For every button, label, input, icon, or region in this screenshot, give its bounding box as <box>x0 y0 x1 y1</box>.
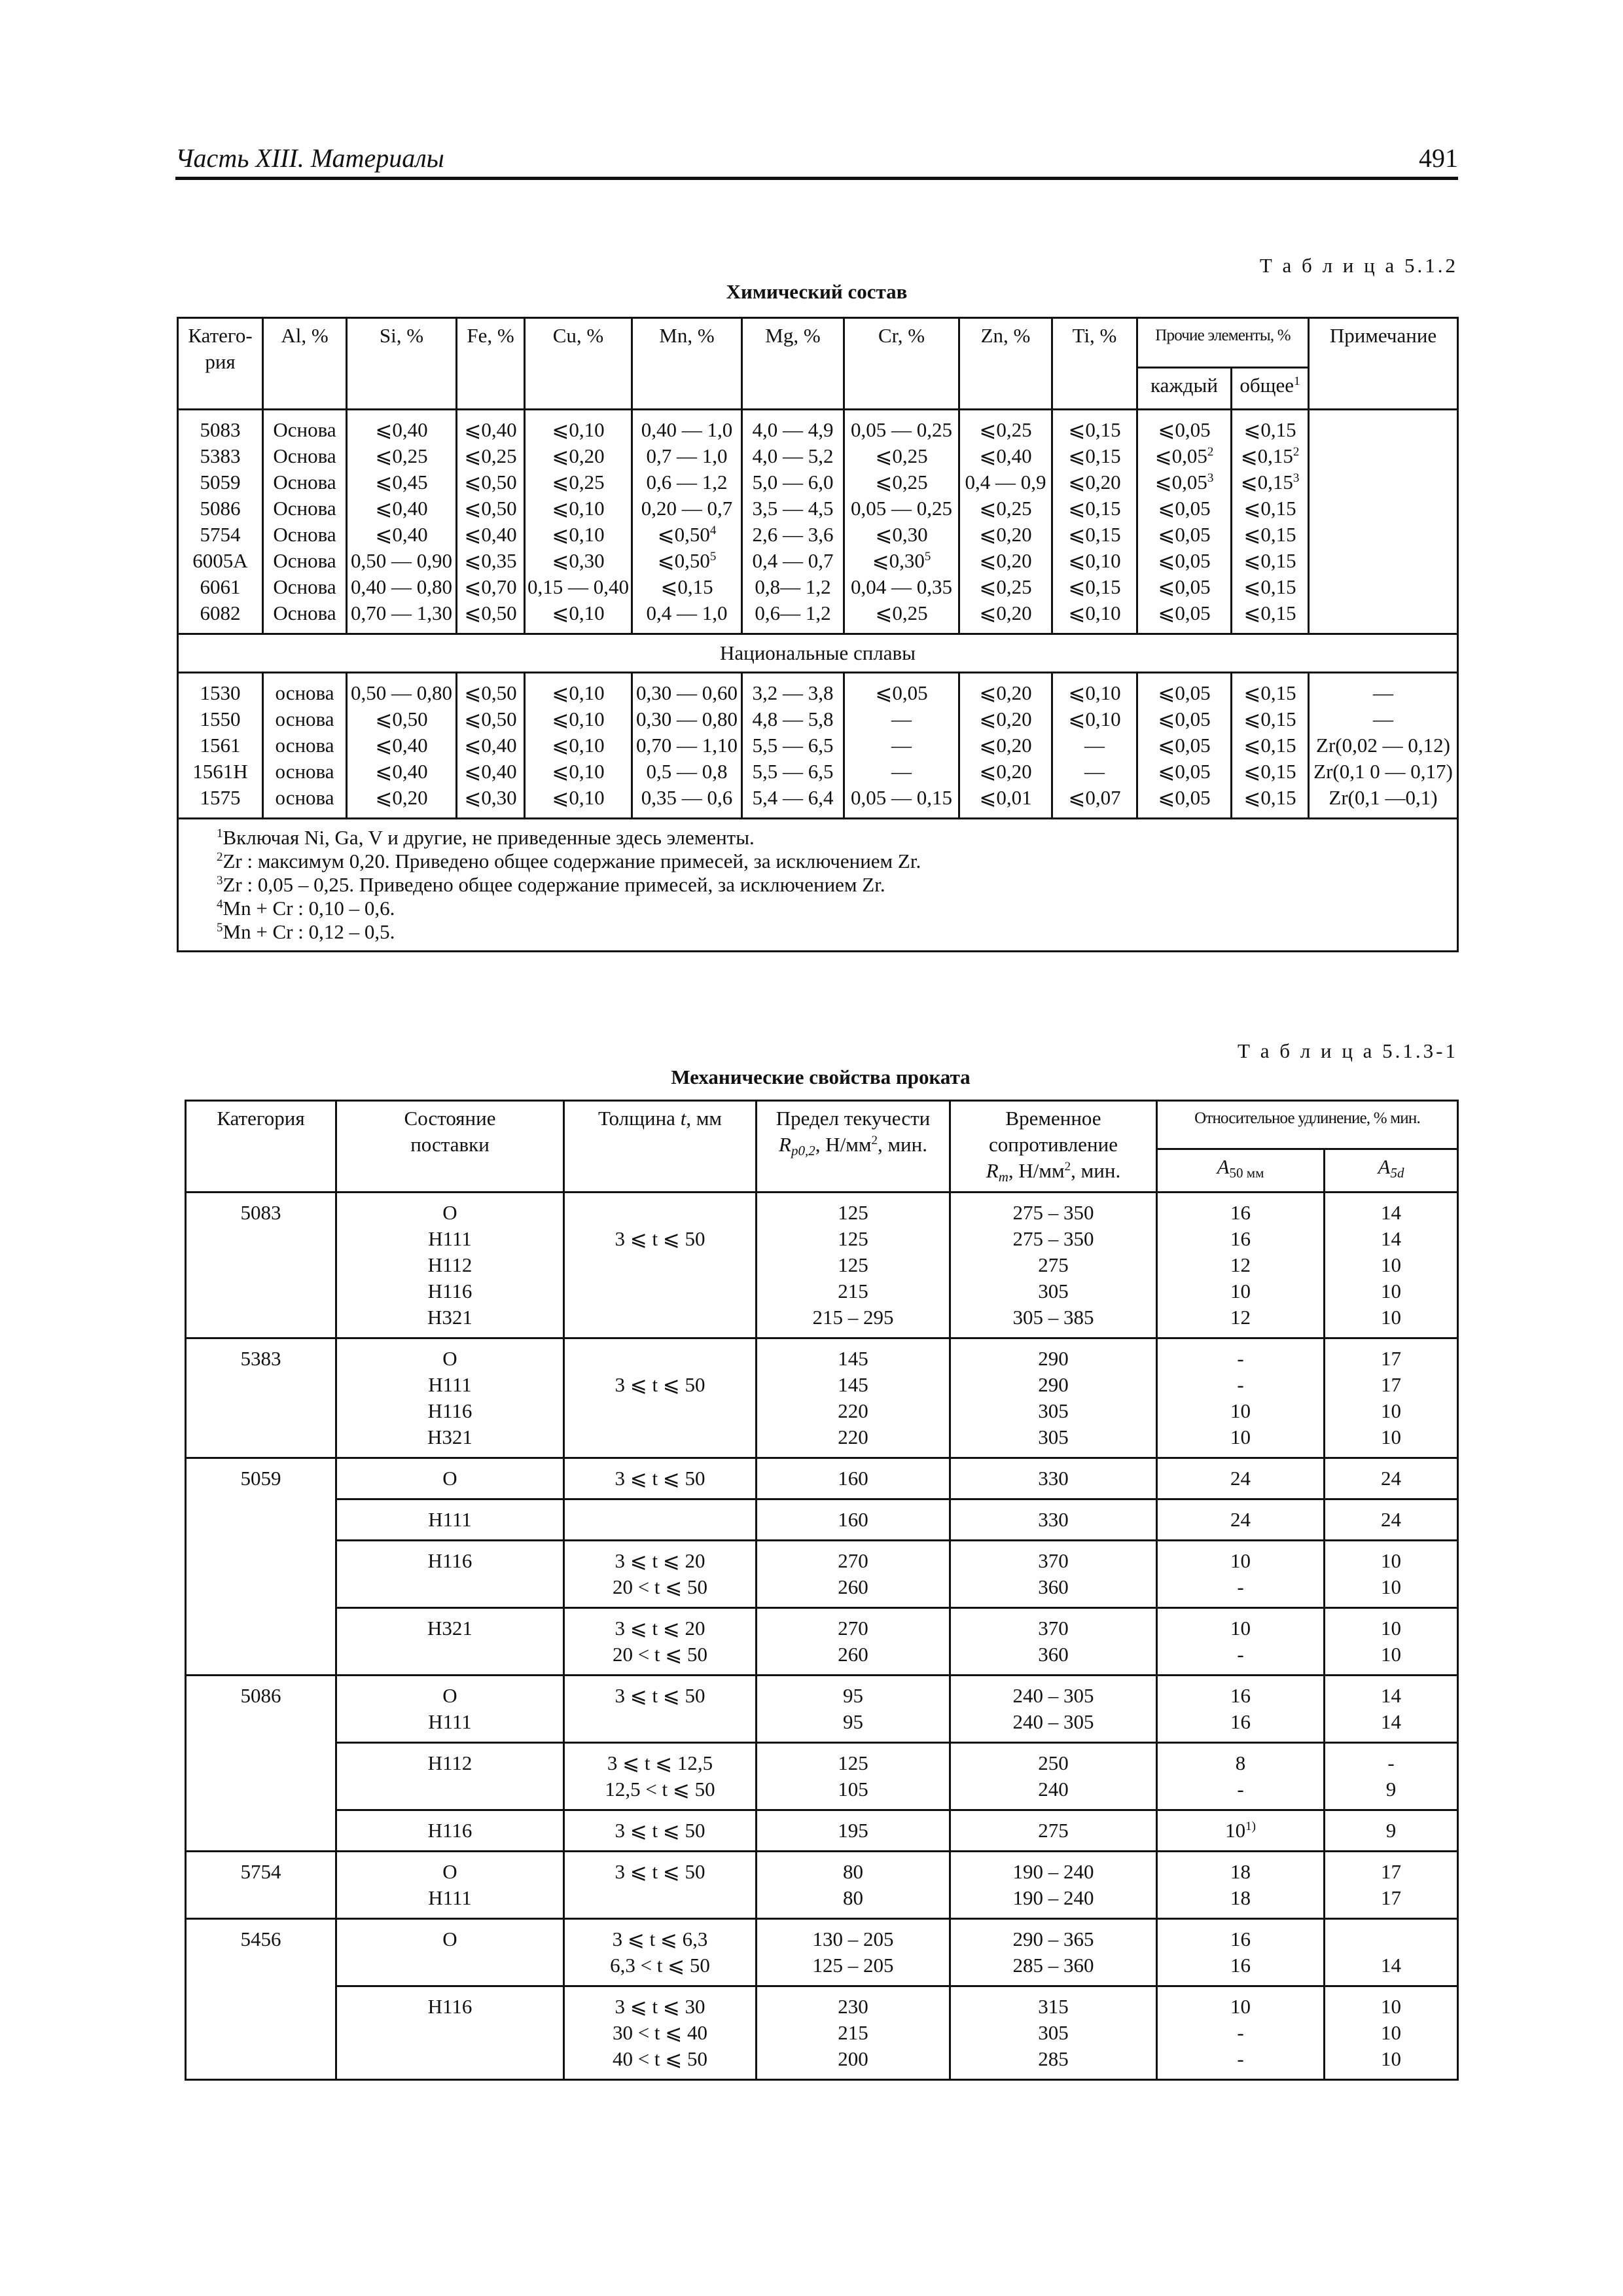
t2-tensile: 290 290 305 305 <box>950 1338 1157 1458</box>
t2-yield: 230 215 200 <box>757 1986 950 2080</box>
col-mn: 0,40 — 1,0 0,7 — 1,0 0,6 — 1,2 0,20 — 0,7 ⩽0,50$^4$ ⩽0,50$^5$ ⩽0,15 0,4 — 1,0 <box>632 410 742 634</box>
national-alloys-heading: Национальные сплавы <box>178 634 1458 673</box>
nat-col-zn: ⩽0,20 ⩽0,20 ⩽0,20 ⩽0,20 ⩽0,01 <box>959 673 1052 819</box>
col-zn: ⩽0,25 ⩽0,40 0,4 — 0,9 ⩽0,25 ⩽0,20 ⩽0,20 ⩽0,25 ⩽0,20 <box>959 410 1052 634</box>
col-note <box>1309 410 1458 634</box>
nat-col-each: ⩽0,05 ⩽0,05 ⩽0,05 ⩽0,05 ⩽0,05 <box>1137 673 1232 819</box>
t2-yield: 145 145 220 220 <box>757 1338 950 1458</box>
chemical-composition-table <box>177 317 1459 952</box>
t2-row-5059-h111 <box>186 1499 1458 1541</box>
t2-group-5456 <box>186 1919 1458 1986</box>
t2-a50: 16 16 <box>1157 1919 1325 1986</box>
header-zn: Zn, % <box>959 318 1052 410</box>
table1-national-rows <box>178 673 1458 819</box>
t2-a50: 8 - <box>1157 1743 1325 1810</box>
t2-a5d: 24 <box>1325 1458 1458 1499</box>
t2-a5d: 14 <box>1325 1919 1458 1986</box>
table2-title: Механические свойства проката <box>671 1066 971 1088</box>
table1-title: Химический состав <box>726 280 908 303</box>
t2-thickness: 3 ⩽ t ⩽ 6,3 6,3 < t ⩽ 50 <box>564 1919 757 1986</box>
col-each: ⩽0,05 ⩽0,05$^2$ ⩽0,05$^3$ ⩽0,05 ⩽0,05 ⩽0,05 ⩽0,05 ⩽0,05 <box>1137 410 1232 634</box>
footnote-1: $^1$Включая Ni, Ga, V и другие, не приведенные здесь элементы. <box>217 826 755 849</box>
t2-a50: 24 <box>1157 1458 1325 1499</box>
t2-group-5086 <box>186 1676 1458 1743</box>
t2-yield: 125 105 <box>757 1743 950 1810</box>
t2-tensile: 190 – 240 190 – 240 <box>950 1852 1157 1919</box>
t2-thickness: 3 ⩽ t ⩽ 12,5 12,5 < t ⩽ 50 <box>564 1743 757 1810</box>
t2-state: O <box>336 1458 564 1499</box>
t2-state: H112 <box>336 1743 564 1810</box>
header-mn: Mn, % <box>632 318 742 410</box>
t2-a5d: 17 17 <box>1325 1852 1458 1919</box>
t2-a5d: 14 14 10 10 10 <box>1325 1193 1458 1338</box>
t2-tensile: 275 – 350 275 – 350 275 305 305 – 385 <box>950 1193 1157 1338</box>
t2-header-elongation: Относительное удлинение, % мин. <box>1157 1101 1458 1149</box>
t2-header-thickness: Толщина t, мм <box>564 1101 757 1193</box>
t2-state: O H111 H116 H321 <box>336 1338 564 1458</box>
header-fe: Fe, % <box>457 318 525 410</box>
header-mg: Mg, % <box>742 318 844 410</box>
col-fe: ⩽0,40 ⩽0,25 ⩽0,50 ⩽0,50 ⩽0,40 ⩽0,35 ⩽0,70 ⩽0,50 <box>457 410 525 634</box>
footnote-3: $^3$Zr : 0,05 – 0,25. Приведено общее содержание примесей, за исключением Zr. <box>217 873 885 896</box>
t2-a50: 10 - <box>1157 1608 1325 1676</box>
nat-col-fe: ⩽0,50 ⩽0,50 ⩽0,40 ⩽0,40 ⩽0,30 <box>457 673 525 819</box>
t2-a50: 16 16 <box>1157 1676 1325 1743</box>
t2-thickness: 3 ⩽ t ⩽ 50 <box>564 1810 757 1852</box>
t2-state: H116 <box>336 1810 564 1852</box>
t2-thickness: 3 ⩽ t ⩽ 50 <box>564 1676 757 1743</box>
col-si: ⩽0,40 ⩽0,25 ⩽0,45 ⩽0,40 ⩽0,40 0,50 — 0,90 0,40 — 0,80 0,70 — 1,30 <box>347 410 457 634</box>
t2-tensile: 315 305 285 <box>950 1986 1157 2080</box>
t2-state: H111 <box>336 1499 564 1541</box>
t2-a5d: 14 14 <box>1325 1676 1458 1743</box>
t2-a50: 18 18 <box>1157 1852 1325 1919</box>
t2-yield: 125 125 125 215 215 – 295 <box>757 1193 950 1338</box>
t2-tensile: 330 <box>950 1458 1157 1499</box>
t2-state: O H111 <box>336 1852 564 1919</box>
nat-col-cr: ⩽0,05 — — — 0,05 — 0,15 <box>844 673 959 819</box>
col-ti: ⩽0,15 ⩽0,15 ⩽0,20 ⩽0,15 ⩽0,15 ⩽0,10 ⩽0,15 ⩽0,10 <box>1052 410 1137 634</box>
t2-category: 5086 <box>186 1676 336 1852</box>
t2-yield: 160 <box>757 1458 950 1499</box>
table1-main-rows <box>178 410 1458 634</box>
t2-thickness <box>564 1499 757 1541</box>
footnote-5: $^5$Mn + Cr : 0,12 – 0,5. <box>217 920 395 943</box>
t2-thickness: 3 ⩽ t ⩽ 20 20 < t ⩽ 50 <box>564 1608 757 1676</box>
t2-state: H116 <box>336 1986 564 2080</box>
t2-group-5754 <box>186 1852 1458 1919</box>
table1-number: Т а б л и ц а 5.1.2 <box>1259 254 1458 277</box>
t2-tensile: 240 – 305 240 – 305 <box>950 1676 1157 1743</box>
t2-header-state: Состояние поставки <box>336 1101 564 1193</box>
t2-row-5059-h321 <box>186 1608 1458 1676</box>
t2-a50: 24 <box>1157 1499 1325 1541</box>
t2-header-category: Категория <box>186 1101 336 1193</box>
t2-a5d: 10 10 <box>1325 1608 1458 1676</box>
col-category: 5083 5383 5059 5086 5754 6005A 6061 6082 <box>178 410 263 634</box>
t2-yield: 270 260 <box>757 1608 950 1676</box>
t2-state: O H111 H112 H116 H321 <box>336 1193 564 1338</box>
t2-yield: 130 – 205 125 – 205 <box>757 1919 950 1986</box>
footnote-2: $^2$Zr : максимум 0,20. Приведено общее содержание примесей, за исключением Zr. <box>217 850 921 872</box>
table2-number: Т а б л и ц а 5.1.3-1 <box>1238 1039 1458 1062</box>
t2-state: O <box>336 1919 564 1986</box>
t2-group-5059 <box>186 1458 1458 1499</box>
t2-tensile: 330 <box>950 1499 1157 1541</box>
t2-a5d: 10 10 <box>1325 1541 1458 1608</box>
t2-row-5059-h116 <box>186 1541 1458 1608</box>
t2-state: O H111 <box>336 1676 564 1743</box>
t2-tensile: 370 360 <box>950 1608 1157 1676</box>
t2-a5d: 24 <box>1325 1499 1458 1541</box>
t2-yield: 195 <box>757 1810 950 1852</box>
t2-a50: 10$^{1)}$ <box>1157 1810 1325 1852</box>
header-each: каждый <box>1137 368 1232 410</box>
col-al: Основа Основа Основа Основа Основа Основа Основа Основа <box>263 410 347 634</box>
t2-header-a50: $A_{50 мм}$ <box>1157 1149 1325 1193</box>
t2-header-a5d: $A_{5d}$ <box>1325 1149 1458 1193</box>
t2-row-5086-h116 <box>186 1810 1458 1852</box>
t2-tensile: 290 – 365 285 – 360 <box>950 1919 1157 1986</box>
t2-group-5383 <box>186 1338 1458 1458</box>
t2-a50: - - 10 10 <box>1157 1338 1325 1458</box>
t2-thickness: 3 ⩽ t ⩽ 50 <box>564 1193 757 1338</box>
header-si: Si, % <box>347 318 457 410</box>
t2-thickness: 3 ⩽ t ⩽ 50 <box>564 1852 757 1919</box>
t2-category: 5083 <box>186 1193 336 1338</box>
t2-group-5083 <box>186 1193 1458 1338</box>
t2-a5d: 10 10 10 <box>1325 1986 1458 2080</box>
header-ti: Ti, % <box>1052 318 1137 410</box>
t2-a50: 10 - <box>1157 1541 1325 1608</box>
t2-state: H321 <box>336 1608 564 1676</box>
t2-tensile: 370 360 <box>950 1541 1157 1608</box>
t2-yield: 270 260 <box>757 1541 950 1608</box>
col-mg: 4,0 — 4,9 4,0 — 5,2 5,0 — 6,0 3,5 — 4,5 2,6 — 3,6 0,4 — 0,7 0,8— 1,2 0,6— 1,2 <box>742 410 844 634</box>
t2-a50: 10 - - <box>1157 1986 1325 2080</box>
header-total: общее$^1$ <box>1232 368 1309 410</box>
table1-footnotes <box>178 819 1458 952</box>
t2-category: 5456 <box>186 1919 336 2080</box>
t2-yield: 80 80 <box>757 1852 950 1919</box>
t2-tensile: 250 240 <box>950 1743 1157 1810</box>
t2-row-5456-h116 <box>186 1986 1458 2080</box>
t2-a50: 16 16 12 10 12 <box>1157 1193 1325 1338</box>
t2-category: 5754 <box>186 1852 336 1919</box>
nat-col-al: основа основа основа основа основа <box>263 673 347 819</box>
nat-col-note: — — Zr(0,02 — 0,12) Zr(0,1 0 — 0,17) Zr(0,1 —0,1) <box>1309 673 1458 819</box>
t2-thickness: 3 ⩽ t ⩽ 50 <box>564 1458 757 1499</box>
mechanical-properties-table <box>185 1100 1459 2081</box>
nat-col-ti: ⩽0,10 ⩽0,10 — — ⩽0,07 <box>1052 673 1137 819</box>
nat-col-category: 1530 1550 1561 1561Н 1575 <box>178 673 263 819</box>
t2-header-yield: Предел текучести $R_{p0,2}$, $Н/мм^2$, мин. <box>757 1101 950 1193</box>
t2-state: H116 <box>336 1541 564 1608</box>
header-other-elements: Прочие элементы, % <box>1137 318 1309 368</box>
t2-thickness: 3 ⩽ t ⩽ 30 30 < t ⩽ 40 40 < t ⩽ 50 <box>564 1986 757 2080</box>
t2-header-tensile: Временное сопротивление $R_m$, $Н/мм^2$, мин. <box>950 1101 1157 1193</box>
header-cr: Cr, % <box>844 318 959 410</box>
page-number: 491 <box>1419 143 1458 173</box>
running-header-title: Часть XIII. Материалы <box>175 143 444 173</box>
t2-yield: 95 95 <box>757 1676 950 1743</box>
t2-a5d: 17 17 10 10 <box>1325 1338 1458 1458</box>
nat-col-mg: 3,2 — 3,8 4,8 — 5,8 5,5 — 6,5 5,5 — 6,5 5,4 — 6,4 <box>742 673 844 819</box>
header-al: Al, % <box>263 318 347 410</box>
t2-tensile: 275 <box>950 1810 1157 1852</box>
header-cu: Cu, % <box>525 318 632 410</box>
col-cr: 0,05 — 0,25 ⩽0,25 ⩽0,25 0,05 — 0,25 ⩽0,30 ⩽0,30$^5$ 0,04 — 0,35 ⩽0,25 <box>844 410 959 634</box>
nat-col-mn: 0,30 — 0,60 0,30 — 0,80 0,70 — 1,10 0,5 — 0,8 0,35 — 0,6 <box>632 673 742 819</box>
col-cu: ⩽0,10 ⩽0,20 ⩽0,25 ⩽0,10 ⩽0,10 ⩽0,30 0,15 — 0,40 ⩽0,10 <box>525 410 632 634</box>
t2-yield: 160 <box>757 1499 950 1541</box>
t2-a5d: - 9 <box>1325 1743 1458 1810</box>
t2-thickness: 3 ⩽ t ⩽ 20 20 < t ⩽ 50 <box>564 1541 757 1608</box>
t2-category: 5059 <box>186 1458 336 1676</box>
nat-col-si: 0,50 — 0,80 ⩽0,50 ⩽0,40 ⩽0,40 ⩽0,20 <box>347 673 457 819</box>
t2-category: 5383 <box>186 1338 336 1458</box>
header-category: Катего-рия <box>178 318 263 410</box>
t2-thickness: 3 ⩽ t ⩽ 50 <box>564 1338 757 1458</box>
nat-col-total: ⩽0,15 ⩽0,15 ⩽0,15 ⩽0,15 ⩽0,15 <box>1232 673 1309 819</box>
header-rule <box>175 177 1458 180</box>
footnote-4: $^4$Mn + Cr : 0,10 – 0,6. <box>217 897 395 920</box>
t2-row-5086-h112 <box>186 1743 1458 1810</box>
header-note: Примечание <box>1309 318 1458 410</box>
nat-col-cu: ⩽0,10 ⩽0,10 ⩽0,10 ⩽0,10 ⩽0,10 <box>525 673 632 819</box>
col-total: ⩽0,15 ⩽0,15$^2$ ⩽0,15$^3$ ⩽0,15 ⩽0,15 ⩽0,15 ⩽0,15 ⩽0,15 <box>1232 410 1309 634</box>
t2-a5d: 9 <box>1325 1810 1458 1852</box>
